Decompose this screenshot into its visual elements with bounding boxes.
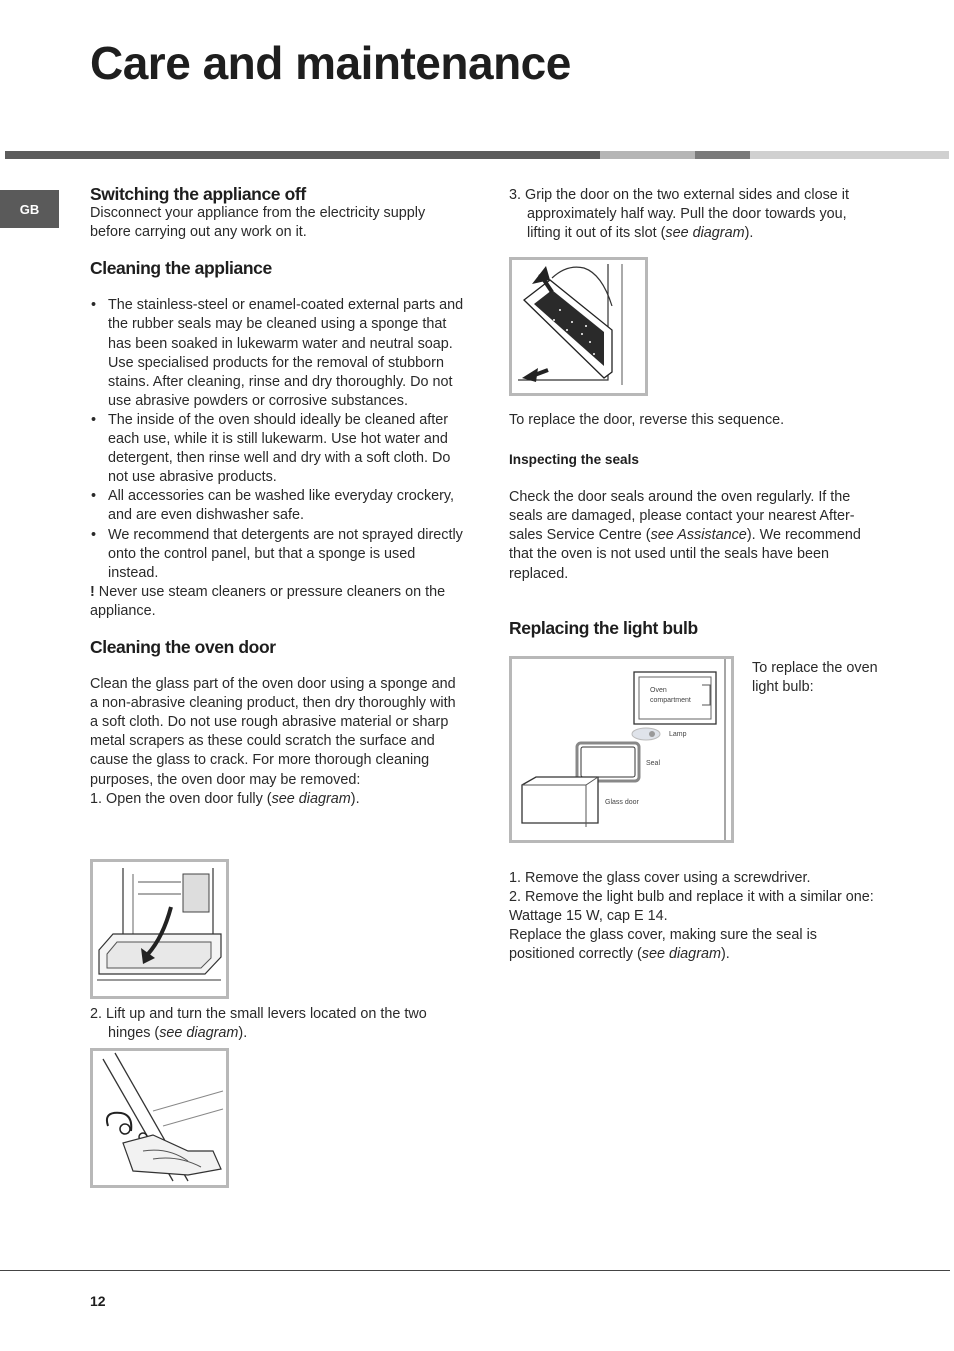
seals-text-end: ). We recommend that the oven is not used until the seals have been replaced. <box>509 527 861 582</box>
list-item: • The inside of the oven should ideally be cleaned after each use, while it is still lukewarm. Use hot water and detergent, then rinse well and dry with a soft cloth. Do not use abrasive products. <box>90 411 466 487</box>
switching-off-text: Disconnect your appliance from the electricity supply before carrying out any work on it. <box>90 205 426 241</box>
right-column-top <box>509 186 884 243</box>
warning-mark: ! <box>90 583 95 600</box>
language-tab: GB <box>0 190 59 228</box>
oven-label-line2: compartment <box>650 697 691 704</box>
list-item: • The stainless-steel or enamel-coated external parts and the rubber seals may be cleaned using a sponge that has been soaked in lukewarm water and neutral soap. Use specialised products for the removal of stubborn stains. After cleaning, rinse and dry thoroughly. Do not use abrasive powders or corrosive substances. <box>90 296 466 411</box>
oven-door-heading: Cleaning the oven door <box>90 636 276 657</box>
seals-heading: Inspecting the seals <box>509 452 639 468</box>
see-diagram-ref: see diagram <box>271 790 351 807</box>
door-step-1 <box>90 790 466 809</box>
light-bulb-heading: Replacing the light bulb <box>509 617 698 638</box>
header-bar-light <box>600 151 695 159</box>
glass-door-label: Glass door <box>605 799 639 806</box>
switching-off-heading: Switching the appliance off <box>90 184 306 204</box>
list-item: • All accessories can be washed like everyday crockery, and are even dishwasher safe. <box>90 487 466 525</box>
replace-door-text: To replace the door, reverse this sequence. <box>509 412 785 428</box>
see-diagram-ref: see diagram <box>159 1025 239 1042</box>
warning-text: Never use steam cleaners or pressure cleaners on the appliance. <box>90 583 446 619</box>
bulb-step-1: 1. Remove the glass cover using a screwdriver. <box>509 870 811 886</box>
see-diagram-ref: see diagram <box>641 946 721 963</box>
cleaning-appliance-heading: Cleaning the appliance <box>90 258 272 279</box>
oven-label-line1: Oven <box>650 687 667 694</box>
bulb-steps-block <box>509 869 884 964</box>
step-text-end: ). <box>238 1025 248 1042</box>
bulb-intro-text: To replace the oven light bulb: <box>752 660 878 696</box>
light-bulb-illustration <box>512 659 731 840</box>
hinge-illustration <box>93 1051 226 1185</box>
seals-text <box>509 488 884 583</box>
header-bar-pale <box>750 151 949 159</box>
step-text: 1. Open the oven door fully ( <box>90 790 272 807</box>
remove-door-illustration <box>512 260 645 393</box>
page-title: Care and maintenance <box>90 37 571 89</box>
see-diagram-ref: see diagram <box>665 225 745 242</box>
header-bar-dark <box>5 151 600 159</box>
cleaning-appliance-list <box>90 296 466 582</box>
diagram-open-door <box>90 859 229 999</box>
lamp-label: Lamp <box>669 731 687 738</box>
bulb-step-3 <box>509 926 884 964</box>
bulb-intro-block <box>752 659 882 697</box>
door-step-2-block <box>90 1005 466 1043</box>
diagram-light-bulb <box>509 656 734 843</box>
oven-door-text: Clean the glass part of the oven door using a sponge and a non-abrasive cleaning product, then dry thoroughly with a soft cloth. Do not use rough abrasive material or sharp metal scrapers as these could scratch the surface and cause the glass to crack. For more thorough cleaning purposes, the oven door may be removed: <box>90 676 456 788</box>
step-text: 2. Lift up and turn the small levers located on the two hinges ( <box>90 1006 427 1042</box>
left-column <box>90 185 466 809</box>
open-door-illustration <box>93 862 226 996</box>
page-number: 12 <box>90 1293 106 1309</box>
diagram-remove-door <box>509 257 648 396</box>
step-text-end: ). <box>350 790 360 807</box>
right-column-middle <box>509 411 884 638</box>
warning-note <box>90 583 466 621</box>
diagram-hinge-levers <box>90 1048 229 1188</box>
footer-rule <box>0 1270 950 1271</box>
step-text: Replace the glass cover, making sure the seal is positioned correctly ( <box>509 927 817 963</box>
door-step-2 <box>90 1005 466 1043</box>
bulb-step-2: 2. Remove the light bulb and replace it with a similar one: Wattage 15 W, cap E 14. <box>509 889 874 925</box>
header-bar-mid <box>695 151 750 159</box>
step-text-end: ). <box>744 225 754 242</box>
step-text: 3. Grip the door on the two external sides and close it approximately half way. Pull the door towards you, lifting it out of its slot ( <box>509 187 849 242</box>
seal-label: Seal <box>646 760 661 767</box>
door-step-3 <box>509 186 884 243</box>
list-item: • We recommend that detergents are not sprayed directly onto the control panel, but that a sponge is used instead. <box>90 526 466 583</box>
seals-text-start: Check the door seals around the oven regularly. If the seals are damaged, please contact your nearest After-sales Service Centre ( <box>509 489 855 544</box>
see-assistance-ref: see Assistance <box>650 527 747 544</box>
step-text-end: ). <box>720 946 730 963</box>
